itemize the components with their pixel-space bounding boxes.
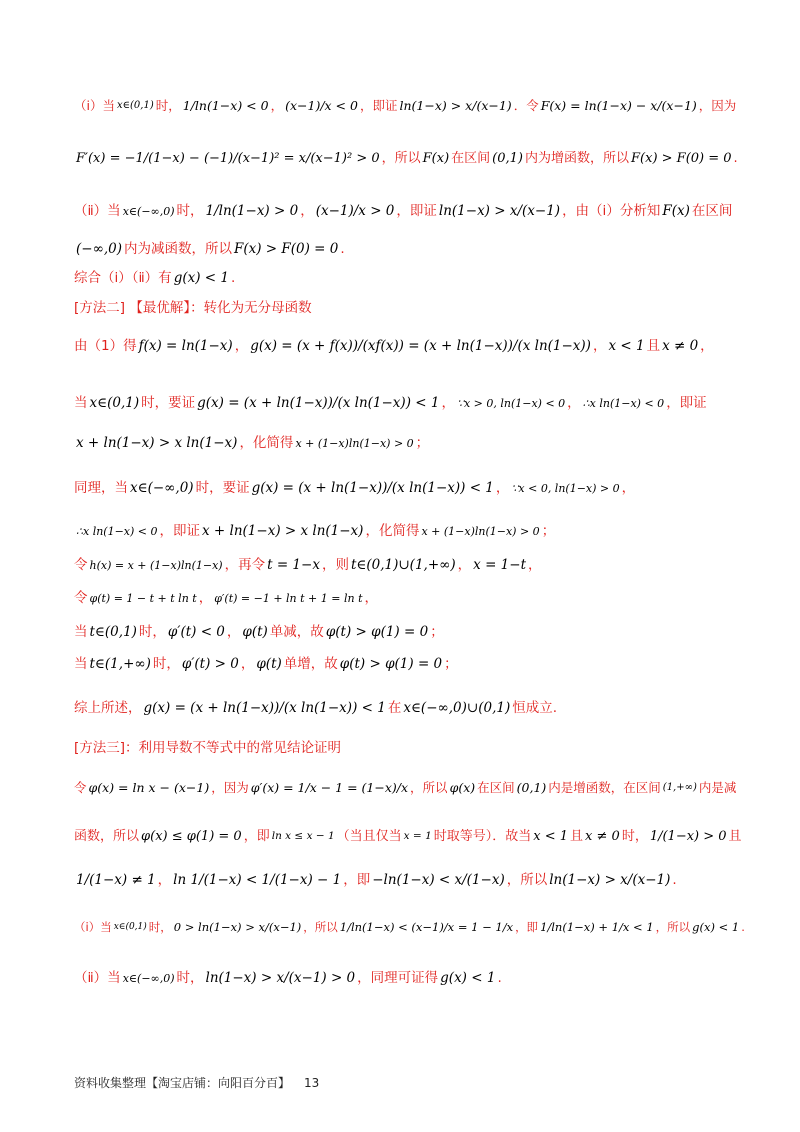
text-segment: 由（1）得 bbox=[74, 338, 137, 354]
text-line bbox=[74, 482, 740, 496]
text-segment: ， bbox=[621, 480, 636, 496]
math-expression: x < 1 bbox=[533, 829, 569, 844]
text-segment: 且 bbox=[646, 338, 661, 354]
text-segment: 时， bbox=[176, 203, 204, 219]
text-segment: ， bbox=[226, 624, 241, 640]
text-segment: ，即证 bbox=[159, 523, 201, 539]
math-expression: x∈(−∞,0) bbox=[130, 480, 194, 496]
text-segment: ， bbox=[234, 338, 249, 354]
math-expression: t∈(0,1) bbox=[89, 624, 137, 640]
text-line bbox=[74, 559, 740, 573]
text-line bbox=[74, 152, 740, 165]
text-segment: 且 bbox=[728, 829, 742, 844]
text-line bbox=[74, 243, 740, 257]
math-expression: x∈(0,1) bbox=[113, 922, 147, 933]
math-expression: (x−1)/x > 0 bbox=[315, 203, 395, 219]
text-segment: 时，要证 bbox=[141, 395, 196, 411]
text-line bbox=[74, 626, 740, 640]
method-heading: [方法三]：利用导数不等式中的常见结论证明 bbox=[74, 740, 342, 756]
math-expression: x ≠ 0 bbox=[662, 338, 699, 354]
text-segment: 函数，所以 bbox=[74, 829, 140, 844]
math-expression: (0,1) bbox=[516, 780, 547, 795]
math-expression: 1/ln(1−x) > 0 bbox=[205, 203, 299, 219]
text-line bbox=[74, 272, 740, 286]
text-segment: ， bbox=[700, 338, 714, 354]
math-expression: g(x) < 1 bbox=[173, 270, 229, 286]
text-segment: ， bbox=[198, 590, 213, 606]
math-expression: g(x) = (x + ln(1−x))/(x ln(1−x)) < 1 bbox=[197, 395, 440, 411]
text-segment: ， bbox=[528, 557, 542, 573]
text-segment: ，即证 bbox=[396, 203, 437, 219]
text-line bbox=[74, 874, 740, 888]
text-segment: （当且仅当 bbox=[336, 829, 402, 844]
text-segment: 时， bbox=[138, 624, 166, 640]
text-segment: ，同理可证得 bbox=[357, 970, 439, 986]
text-segment: ； bbox=[541, 523, 556, 539]
math-expression: φ(t) bbox=[242, 624, 268, 640]
math-expression: F(x) = ln(1−x) − x/(x−1) bbox=[540, 98, 697, 113]
math-expression: φ(t) > φ(1) = 0 bbox=[339, 656, 443, 672]
text-segment: 恒成立. bbox=[512, 700, 558, 716]
text-segment: 内是增函数，在区间 bbox=[548, 780, 661, 795]
math-expression: F′(x) = −1/(1−x) − (−1)/(x−1)² = x/(x−1)² > 0 bbox=[76, 151, 380, 166]
math-expression: x ≠ 0 bbox=[585, 829, 620, 844]
text-segment: 时，要证 bbox=[195, 480, 250, 496]
math-expression: x∈(−∞,0)∪(0,1) bbox=[403, 700, 511, 716]
text-segment: ， bbox=[240, 656, 255, 672]
math-expression: ln 1/(1−x) < 1/(1−x) − 1 bbox=[173, 872, 342, 888]
text-segment: 综合（ⅰ）（ⅱ）有 bbox=[74, 270, 172, 286]
text-segment: . bbox=[733, 151, 738, 166]
text-segment: 且 bbox=[570, 829, 584, 844]
text-line bbox=[74, 397, 740, 411]
text-line bbox=[74, 592, 740, 606]
text-segment: 时， bbox=[155, 98, 181, 113]
text-segment: ， bbox=[270, 98, 284, 113]
text-segment: 令 bbox=[74, 780, 87, 795]
math-expression: g(x) < 1 bbox=[440, 970, 496, 986]
math-expression: ln(1−x) > x/(x−1) bbox=[549, 872, 671, 888]
text-segment: 单减，故 bbox=[269, 624, 324, 640]
text-line bbox=[74, 830, 740, 843]
text-segment: ，所以 bbox=[381, 151, 421, 166]
math-expression: F(x) bbox=[662, 203, 690, 219]
text-line bbox=[74, 782, 740, 795]
math-expression: x + (1−x)ln(1−x) > 0 bbox=[295, 437, 414, 451]
text-segment: . bbox=[741, 920, 745, 934]
text-segment: . bbox=[340, 241, 345, 257]
text-segment: ，因为 bbox=[698, 98, 737, 113]
text-segment: 令 bbox=[74, 557, 88, 573]
math-expression: x < 1 bbox=[608, 338, 645, 354]
math-expression: g(x) = (x + ln(1−x))/(x ln(1−x)) < 1 bbox=[143, 700, 386, 716]
text-segment: ，则 bbox=[321, 557, 349, 573]
math-expression: ∵x < 0, ln(1−x) > 0 bbox=[511, 482, 620, 496]
text-segment: ，所以 bbox=[410, 780, 448, 795]
math-expression: (1,+∞) bbox=[662, 782, 697, 794]
text-segment: . bbox=[672, 872, 677, 888]
math-expression: (x−1)/x < 0 bbox=[285, 98, 358, 113]
math-expression: g(x) = (x + f(x))/(xf(x)) = (x + ln(1−x))/(x ln(1−x)) bbox=[250, 338, 591, 354]
math-expression: x + ln(1−x) > x ln(1−x) bbox=[76, 435, 238, 451]
text-segment: ．令 bbox=[513, 98, 539, 113]
math-expression: ln(1−x) > x/(x−1) bbox=[438, 203, 561, 219]
text-segment: ； bbox=[415, 435, 430, 451]
text-segment: 内是减 bbox=[698, 780, 737, 795]
math-expression: φ(t) = 1 − t + t ln t bbox=[89, 592, 197, 606]
text-segment: ， bbox=[457, 557, 472, 573]
text-segment: ，所以 bbox=[303, 920, 338, 934]
text-line bbox=[74, 437, 740, 451]
math-expression: (−∞,0) bbox=[76, 241, 122, 257]
text-line bbox=[74, 742, 740, 756]
math-expression: (0,1) bbox=[492, 151, 523, 166]
math-expression: −ln(1−x) < x/(1−x) bbox=[372, 872, 505, 888]
text-segment: ， bbox=[495, 480, 510, 496]
math-expression: x = 1 bbox=[403, 830, 432, 843]
text-segment: ， bbox=[567, 395, 581, 411]
math-expression: F(x) > F(0) = 0 bbox=[233, 241, 339, 257]
text-segment: 内为增函数，所以 bbox=[525, 151, 630, 166]
text-segment: 当 bbox=[74, 395, 88, 411]
math-expression: f(x) = ln(1−x) bbox=[138, 338, 233, 354]
text-segment: ， bbox=[300, 203, 314, 219]
math-expression: φ(x) bbox=[449, 780, 476, 795]
text-segment: 内为减函数，所以 bbox=[123, 241, 232, 257]
text-line bbox=[74, 972, 740, 986]
text-segment: . bbox=[497, 970, 502, 986]
text-line bbox=[74, 302, 740, 316]
text-line bbox=[74, 658, 740, 672]
text-segment: ，即 bbox=[243, 829, 270, 844]
text-segment: （ⅰ）当 bbox=[74, 98, 115, 113]
math-expression: F(x) bbox=[422, 151, 450, 166]
math-expression: 1/(1−x) > 0 bbox=[649, 829, 727, 844]
text-segment: （ⅱ）当 bbox=[74, 970, 121, 986]
text-segment: ，即 bbox=[515, 920, 539, 934]
math-expression: t∈(1,+∞) bbox=[89, 656, 151, 672]
math-expression: x∈(−∞,0) bbox=[122, 972, 175, 986]
text-segment: ， bbox=[364, 590, 378, 606]
math-expression: φ(x) ≤ φ(1) = 0 bbox=[141, 829, 242, 844]
text-line bbox=[74, 702, 740, 716]
text-line bbox=[74, 920, 745, 934]
text-segment: 时， bbox=[176, 970, 204, 986]
math-expression: h(x) = x + (1−x)ln(1−x) bbox=[89, 559, 223, 573]
text-segment: ，所以 bbox=[655, 920, 691, 934]
text-segment: ，即 bbox=[343, 872, 371, 888]
text-segment: 在 bbox=[387, 700, 402, 716]
math-expression: x + (1−x)ln(1−x) > 0 bbox=[421, 525, 540, 539]
math-expression: F(x) > F(0) = 0 bbox=[631, 151, 732, 166]
math-expression: g(x) < 1 bbox=[692, 920, 740, 934]
math-expression: t∈(0,1)∪(1,+∞) bbox=[350, 557, 456, 573]
text-segment: ， bbox=[157, 872, 172, 888]
text-segment: 时， bbox=[148, 920, 172, 934]
text-segment: ， bbox=[592, 338, 607, 354]
math-expression: φ′(t) = −1 + ln t + 1 = ln t bbox=[214, 592, 363, 606]
text-segment: 时， bbox=[621, 829, 648, 844]
math-expression: x∈(0,1) bbox=[116, 100, 154, 112]
text-line bbox=[74, 340, 740, 354]
text-segment: 综上所述， bbox=[74, 700, 142, 716]
text-segment: ， bbox=[441, 395, 455, 411]
math-expression: φ′(t) < 0 bbox=[167, 624, 225, 640]
page-footer bbox=[74, 1074, 319, 1091]
math-expression: 1/(1−x) ≠ 1 bbox=[76, 872, 156, 888]
math-expression: ∴x ln(1−x) < 0 bbox=[76, 525, 158, 539]
text-segment: ； bbox=[444, 656, 458, 672]
math-expression: ∵x > 0, ln(1−x) < 0 bbox=[456, 397, 566, 411]
math-expression: φ′(t) > 0 bbox=[181, 656, 239, 672]
math-expression: ln(1−x) > x/(x−1) > 0 bbox=[205, 970, 356, 986]
text-segment: ，化简得 bbox=[365, 523, 420, 539]
text-segment: 同理，当 bbox=[74, 480, 128, 496]
text-segment: 时取等号）．故当 bbox=[433, 829, 532, 844]
math-expression: 1/ln(1−x) + 1/x < 1 bbox=[540, 920, 654, 934]
math-expression: 1/ln(1−x) < 0 bbox=[182, 98, 269, 113]
text-segment: ，即证 bbox=[666, 395, 707, 411]
text-segment: 时， bbox=[152, 656, 180, 672]
method-heading: [方法二] 【最优解】：转化为无分母函数 bbox=[74, 300, 312, 316]
math-expression: φ′(x) = 1/x − 1 = (1−x)/x bbox=[250, 780, 409, 795]
math-expression: ∴x ln(1−x) < 0 bbox=[582, 397, 665, 411]
math-expression: φ(x) = ln x − (x−1) bbox=[88, 780, 210, 795]
text-segment: . bbox=[230, 270, 236, 286]
text-segment: ，化简得 bbox=[239, 435, 294, 451]
math-expression: φ(t) > φ(1) = 0 bbox=[325, 624, 429, 640]
math-expression: ln x ≤ x − 1 bbox=[271, 830, 335, 843]
page-number: 13 bbox=[304, 1076, 320, 1090]
math-expression: ln(1−x) > x/(x−1) bbox=[399, 98, 512, 113]
text-segment: 令 bbox=[74, 590, 88, 606]
math-expression: 0 > ln(1−x) > x/(x−1) bbox=[173, 920, 302, 934]
footer-source-text: 资料收集整理【淘宝店铺：向阳百分百】 bbox=[74, 1076, 291, 1090]
text-segment: 在区间 bbox=[451, 151, 491, 166]
text-segment: 单增，故 bbox=[283, 656, 338, 672]
text-segment: （ⅰ）当 bbox=[74, 920, 112, 934]
text-segment: 当 bbox=[74, 656, 88, 672]
text-segment: ，由（ⅰ）分析知 bbox=[562, 203, 661, 219]
text-segment: 当 bbox=[74, 624, 88, 640]
text-line bbox=[74, 205, 740, 219]
math-expression: x + ln(1−x) > x ln(1−x) bbox=[202, 523, 364, 539]
text-segment: ，因为 bbox=[211, 780, 249, 795]
text-line bbox=[74, 100, 740, 113]
text-segment: ，即证 bbox=[359, 98, 398, 113]
math-expression: x∈(0,1) bbox=[89, 395, 140, 411]
math-expression: φ(t) bbox=[256, 656, 282, 672]
math-expression: g(x) = (x + ln(1−x))/(x ln(1−x)) < 1 bbox=[251, 480, 494, 496]
text-segment: ，所以 bbox=[506, 872, 548, 888]
text-segment: （ⅱ）当 bbox=[74, 203, 121, 219]
math-expression: x = 1−t bbox=[473, 557, 527, 573]
text-segment: ； bbox=[430, 624, 444, 640]
text-segment: 在区间 bbox=[691, 203, 733, 219]
math-expression: 1/ln(1−x) < (x−1)/x = 1 − 1/x bbox=[339, 920, 514, 934]
math-expression: x∈(−∞,0) bbox=[122, 205, 175, 219]
text-segment: ，再令 bbox=[224, 557, 266, 573]
text-line bbox=[74, 525, 740, 539]
math-expression: t = 1−x bbox=[267, 557, 320, 573]
text-segment: 在区间 bbox=[477, 780, 515, 795]
